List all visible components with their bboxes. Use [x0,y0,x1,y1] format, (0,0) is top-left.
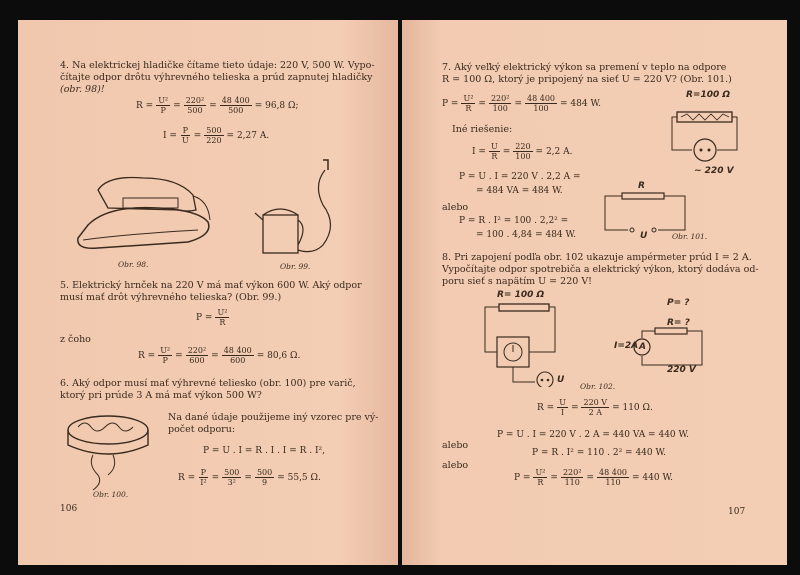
right-page [402,20,787,565]
equation-p-u2r-consumer: P = $\frac{\text{U²}}{R}$ = 220² 110 = $\frac{48 400}{110}$ = 440 W. [514,468,673,487]
alebo-label-2: alebo [442,440,469,451]
electric-kettle-illustration [253,155,363,265]
equation-p-kettle: P = $\frac{\text{U²}}{R}$ [196,308,228,327]
figure-101-u-label: U [640,231,648,241]
equation-p-ri2-1: P = R . I² = 100 . 2,2² = [459,216,569,226]
equation-p-ui-2: = 484 VA = 484 W. [476,186,563,196]
figure-102-r-label: R= 100 Ω [497,290,545,300]
page-number-left: 106 [60,504,78,514]
figure-101-r-label: R=100 Ω [686,90,731,100]
equation-i-resistor: I = $\frac{U}{R}$ = $\frac{220}{100}$ = 2,2 A. [472,142,573,161]
equation-r-iron: R = $\frac{\text{U²}}{P}$ = 220² 500 = $\frac{48 400}{500}$ = 96,8 Ω; [136,96,299,115]
heating-element-illustration [63,405,163,495]
problem-4-line-1: 4. Na elektrickej hladičke čítame tieto údaje: 220 V, 500 W. Vypo- [60,60,375,71]
z-coho-label: z čoho [60,334,91,345]
problem-6-line-4: počet odporu: [168,424,236,435]
problem-8-line-3: poru sieť s napätím U = 220 V! [442,276,592,287]
alebo-label-3: alebo [442,460,469,471]
equation-p-ri2-consumer: P = R . I² = 110 . 2² = 440 W. [532,448,667,458]
equation-r-heater: R = $\frac{P}{\text{I²}}$ = 500 3² = $\frac{500}{9}$ = 55,5 Ω. [178,468,321,487]
figure-102-ammeter-label: A [639,342,646,352]
problem-4-line-3: (obr. 98)! [60,84,105,95]
figure-98-caption: Obr. 98. [118,260,149,269]
problem-6-line-1: 6. Aký odpor musí mať výhrevné teliesko (obr. 100) pre varič, [60,378,356,389]
figure-102-i-label: I=2A [614,341,639,351]
problem-8-line-1: 8. Pri zapojení podľa obr. 102 ukazuje ampérmeter prúd I = 2 A. [442,252,752,263]
equation-p-ri2-2: = 100 . 4,84 = 484 W. [476,230,577,240]
problem-4-line-2: čítajte odpor drôtu výhrevného telieska a prúd zapnutej hladičky [60,72,373,83]
figure-101-caption: Obr. 101. [672,232,708,241]
figure-102-u-label: U [557,375,565,385]
problem-8-line-2: Vypočítajte odpor spotrebiča a elektrický výkon, ktorý dodáva od- [442,264,759,275]
figure-101-circuit-top [667,90,747,175]
equation-r-kettle: R = $\frac{\text{U²}}{P}$ = 220² 600 = $\frac{48 400}{600}$ = 80,6 Ω. [138,346,301,365]
problem-5-line-2: musí mať drôt výhrevného telieska? (Obr. 99.) [60,292,282,303]
figure-101-voltage-label: ~ 220 V [694,166,734,176]
alternative-solution-label: Iné riešenie: [452,124,513,135]
figure-102-voltage-label: 220 V [667,365,696,375]
problem-6-line-2: ktorý pri prúde 3 A má mať výkon 500 W? [60,390,262,401]
figure-102-caption: Obr. 102. [580,382,616,391]
figure-102-circuit-left [477,292,567,387]
problem-7-line-2: R = 100 Ω, ktorý je pripojený na sieť U = 220 V? (Obr. 101.) [442,74,732,85]
figure-102-p-label: P= ? [667,298,690,308]
alebo-label-1: alebo [442,202,469,213]
problem-6-line-3: Na dané údaje použijeme iný vzorec pre vý- [168,412,379,423]
equation-p-ui-consumer: P = U . I = 220 V . 2 A = 440 VA = 440 W. [497,430,690,440]
electric-iron-illustration [68,160,218,260]
problem-7-line-1: 7. Aký veľký elektrický výkon sa premení v teplo na odpore [442,62,727,73]
equation-r-consumer: R = $\frac{U}{I}$ = $\frac{220 V}{2 A}$ = 110 Ω. [537,398,653,417]
equation-p-resistor: P = $\frac{\text{U²}}{R}$ = 220² 100 = $\frac{48 400}{100}$ = 484 W. [442,94,601,113]
equation-power-formula: P = U . I = R . I . I = R . I², [203,446,326,456]
problem-5-line-1: 5. Elektrický hrnček na 220 V má mať výkon 600 W. Aký odpor [60,280,362,291]
equation-p-ui-1: P = U . I = 220 V . 2,2 A = [459,172,581,182]
left-page [18,20,398,565]
equation-i-iron: I = $\frac{P}{U}$ = $\frac{500}{220}$ = 2,27 A. [163,126,270,145]
figure-102-r2-label: R= ? [667,318,690,328]
figure-101-resistor-label: R [638,181,645,191]
page-number-right: 107 [728,507,746,517]
figure-100-caption: Obr. 100. [93,490,129,499]
figure-99-caption: Obr. 99. [280,262,311,271]
